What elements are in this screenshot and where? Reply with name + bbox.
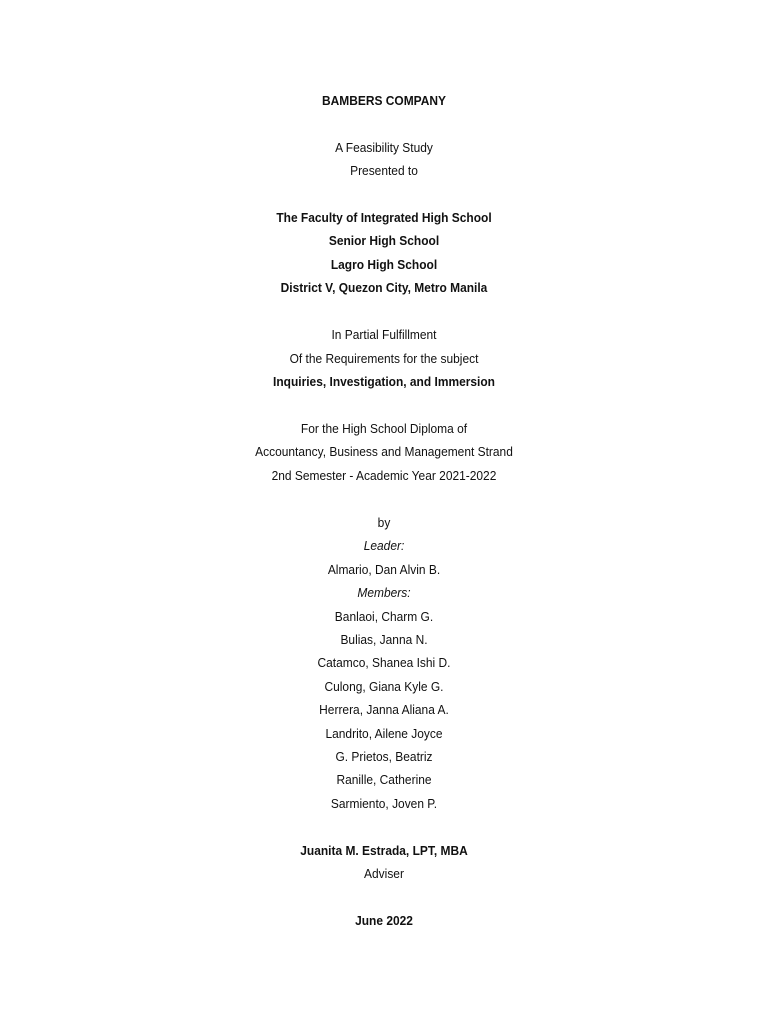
members-label: Members: — [357, 585, 411, 600]
member-name: Landrito, Ailene Joyce — [325, 726, 443, 741]
school-address: District V, Quezon City, Metro Manila — [280, 280, 488, 295]
adviser-role: Adviser — [364, 866, 404, 881]
member-name: Herrera, Janna Aliana A. — [319, 702, 449, 717]
leader-name: Almario, Dan Alvin B. — [327, 562, 441, 577]
adviser-name: Juanita M. Estrada, LPT, MBA — [300, 843, 468, 858]
requirements-line: Of the Requirements for the subject — [289, 351, 479, 366]
by-label: by — [377, 515, 391, 530]
presented-to: Presented to — [350, 163, 418, 178]
subject-name: Inquiries, Investigation, and Immersion — [273, 374, 495, 389]
leader-label: Leader: — [363, 538, 405, 553]
member-name: G. Prietos, Beatriz — [335, 749, 433, 764]
diploma-line: For the High School Diploma of — [300, 421, 468, 436]
member-name: Ranille, Catherine — [336, 772, 432, 787]
study-type: A Feasibility Study — [335, 140, 433, 155]
department-name: Senior High School — [328, 233, 440, 248]
member-name: Bulias, Janna N. — [340, 632, 428, 647]
strand-name: Accountancy, Business and Management Strand — [255, 444, 513, 459]
school-name: Lagro High School — [330, 257, 438, 272]
member-name: Sarmiento, Joven P. — [330, 796, 438, 811]
member-name: Banlaoi, Charm G. — [334, 609, 434, 624]
academic-term: 2nd Semester - Academic Year 2021-2022 — [271, 468, 497, 483]
fulfillment-line: In Partial Fulfillment — [331, 327, 437, 342]
faculty-name: The Faculty of Integrated High School — [276, 210, 492, 225]
document-title: BAMBERS COMPANY — [321, 93, 447, 108]
member-name: Catamco, Shanea Ishi D. — [317, 655, 451, 670]
document-date: June 2022 — [355, 913, 413, 928]
member-name: Culong, Giana Kyle G. — [324, 679, 444, 694]
